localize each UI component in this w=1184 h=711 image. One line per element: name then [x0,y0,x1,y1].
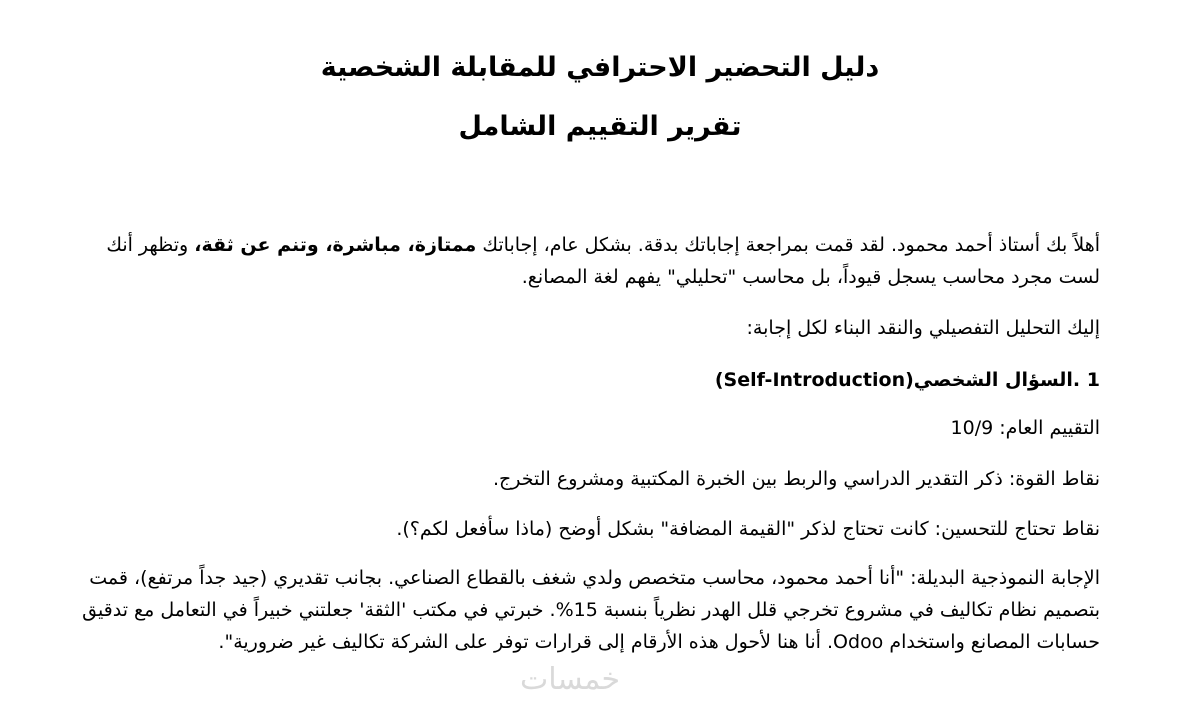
question-1-heading-ar: 1 .السؤال الشخصي [913,369,1100,391]
question-1-heading [70,364,1100,396]
intro-text-end: وتظهر أنك لست مجرد محاسب يسجل قيوداً، بل محاسب "تحليلي" يفهم لغة المصانع. [106,234,1100,288]
question-1-improvements: نقاط تحتاج للتحسين: كانت تحتاج لذكر "القيمة المضافة" بشكل أوضح (ماذا سأفعل لكم؟). [396,518,1100,540]
question-1-model-answer: الإجابة النموذجية البديلة: "أنا أحمد محمود، محاسب متخصص ولدي شغف بالقطاع الصناعي. بجانب تقديري (جيد جداً مرتفع)، قمت بتصميم نظام تكاليف في مشروع تخرجي قلل الهدر نظرياً بنسبة 15%. خبرتي في مكتب 'الثقة' جعلتني خبيراً في التعامل مع تدقيق حسابات المصانع واستخدام Odoo. أنا هنا لأحول هذه الأرقام إلى قرارات توفر على الشركة تكاليف غير ضرورية". [82,567,1100,653]
question-1-rating [70,412,1100,444]
intro-text-bold: ممتازة، مباشرة، وتنم عن ثقة، [194,234,477,256]
question-1-strengths: نقاط القوة: ذكر التقدير الدراسي والربط بين الخبرة المكتبية ومشروع التخرج. [492,468,1100,490]
analysis-lead: إليك التحليل التفصيلي والنقد البناء لكل إجابة: [746,317,1100,339]
intro-text-start: أهلاً بك أستاذ أحمد محمود. لقد قمت بمراجعة إجاباتك بدقة. بشكل عام، إجاباتك [476,234,1100,256]
watermark-logo: خمسات [520,662,621,697]
question-1-heading-en: (Self-Introduction) [714,369,914,391]
document-title: دليل التحضير الاحترافي للمقابلة الشخصية [320,52,880,83]
rating-label: التقييم العام: [993,417,1100,439]
intro-paragraph [70,229,1100,293]
document-subtitle: تقرير التقييم الشامل [458,111,742,142]
rating-value: 10/9 [950,417,994,439]
